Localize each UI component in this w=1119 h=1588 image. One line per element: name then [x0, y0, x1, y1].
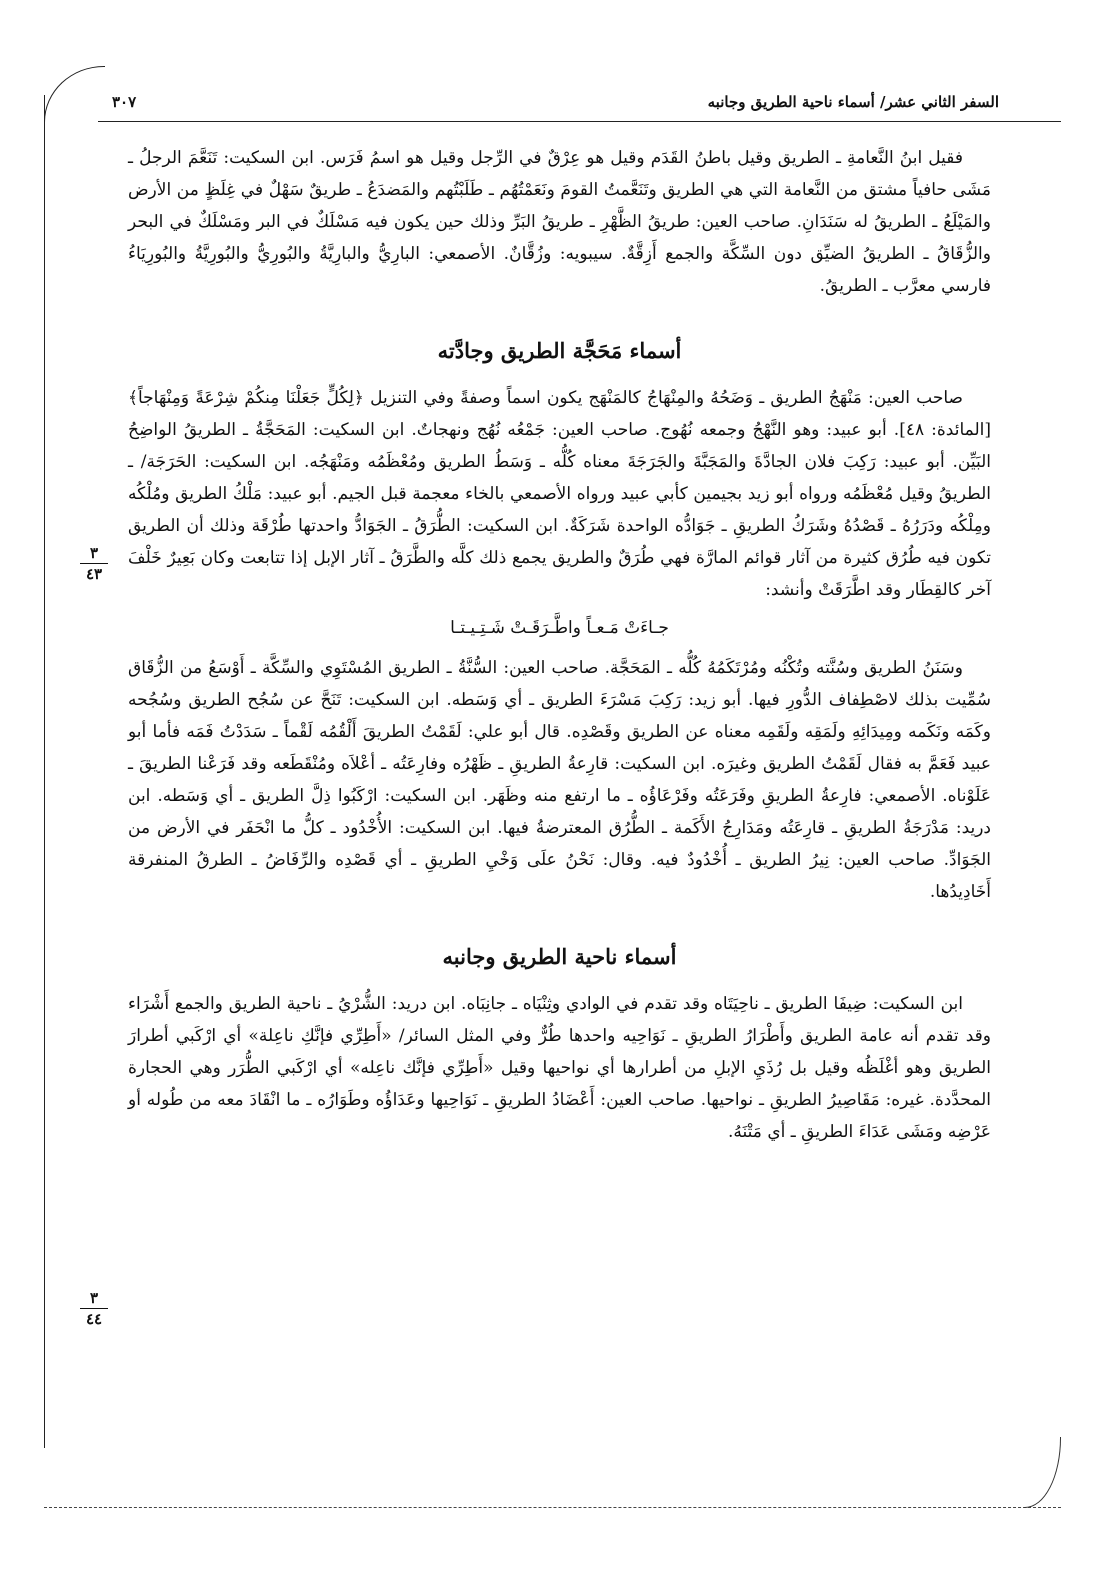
- running-header: [112, 88, 999, 116]
- margin-note-top: ٣: [89, 544, 99, 562]
- page-frame-corner: [44, 66, 105, 123]
- running-title: السفر الثاني عشر/ أسماء ناحية الطريق وجانبه: [707, 93, 999, 111]
- section-title: أسماء ناحية الطريق وجانبه: [442, 944, 677, 969]
- header-rule: [98, 121, 1061, 122]
- page-number: ٣٠٧: [112, 93, 137, 111]
- margin-folio-note: [74, 1290, 114, 1327]
- section-title: أسماء مَحَجَّة الطريق وجادَّته: [437, 338, 682, 363]
- poetry-verse: جـاءَتْ مَـعـاً واطَّـرَقَـتْ شَـتِـيـتـا: [450, 618, 669, 638]
- intro-paragraph: فقيل ابنُ النَّعامةِ ـ الطريق وقيل باطنُ القَدَم وقيل هو عِرْقٌ في الرِّجل وقيل هو اسمُ فَرَس. ابن السكيت: تَنَعَّمَ الرجلُ ـ مَشَى حافياً مشتق من النَّعامة التي هي الطريق وتَنَعَّمتُ القومَ ونَعَمْتُهُم ـ طَلَبْتُهم والمَضدَعُ ـ طريقٌ سَهْلٌ في غِلَظٍ من الأرض والمَيْلَعُ ـ الطريقُ له سَنَدَانِ. صاحب العين: طريقُ الظَّهْرِ ـ طريقُ البَرِّ وذلك حين يكون فيه مَسْلَكٌ في البر ومَسْلَكٌ في البحر والزُّقَاقُ ـ الطريقُ الضيِّق دون السِّكَّة والجمع أَزِقَّةٌ. سيبويه: وزُقَّانٌ. الأصمعي: البارِيُّ والبارِيَّةُ والبُورِيُّ والبُورِيَّةُ والبُورِيَاءُ فارسي معرَّب ـ الطريقُ.: [128, 148, 991, 296]
- page-frame-corner-bottom: [1024, 1437, 1061, 1508]
- section-paragraph: ابن السكيت: ضِيفَا الطريق ـ ناحِيَتَاه وقد تقدم في الوادي وثِنْيَاه ـ جانِبَاه. ابن دريد: الشُّرْيُ ـ ناحية الطريق والجمع أَشْرَاء وقد تقدم أنه عامة الطريق وأَطْرَارُ الطريقِ ـ نَوَاحِيه واحدها طُرٌّ وفي المثل السائر/ «أَطِرِّي فإنَّكِ ناعِلة» أي ارْكَبي أطرارَ الطريق وهو أغْلَظُه وقيل بل رُذَيِ الإبلِ من أطرارها أي نواحيها وقيل «أَطِرِّي فإنَّك ناعِله» أي ارْكَبي الطُّرَر وهي الحجارة المحدَّدة. غيره: مَقَاصِيرُ الطريقِ ـ نواحيها. صاحب العين: أَعْضَادُ الطريقِ ـ نَوَاحِيها وعَدَاؤُه وطَوَارُه ـ ما انْقَادَ معه من طُوله أو عَرْضِه ومَشَى عَدَاءَ الطريقِ ـ أي مَتْنَهُ.: [128, 994, 991, 1142]
- section-paragraph: صاحب العين: مَنْهَجُ الطريق ـ وَضَحُهُ والمِنْهَاجُ كالمَنْهَج يكون اسماً وصفةً وفي التنزيل ﴿لِكُلٍّ جَعَلْنَا مِنكُمْ شِرْعَةً وَمِنْهَاجاً﴾ [المائدة: ٤٨]. أبو عبيد: وهو النَّهْجُ وجمعه نُهُوج. صاحب العين: جَمْعُه نُهُج ونهجاتٌ. ابن السكيت: المَحَجَّةُ ـ الطريقُ الواضِحُ البَيِّن. أبو عبيد: رَكِبَ فلان الجادَّةَ والمَجَبَّةَ والجَرَجَةَ معناه كُلُّه ـ وَسَطُ الطريق ومُعْظَمُه ومَنْهَجُه. ابن السكيت: الحَرَجَة/ ـ الطريقُ وقيل مُعْظَمُه ورواه أبو زيد بجيمين كأبي عبيد ورواه الأصمعي بالخاء معجمة قبل الجيم. أبو عبيد: مَلْكُ الطريق ومُلْكُه ومِلْكُه ودَرَرُهُ ـ قَصْدُهُ وشَرَكُ الطريقِ ـ جَوَادُّه الواحدة شَرَكَةٌ. ابن السكيت: الطُّرَقُ ـ الجَوَادُّ واحدتها طُرْقَة وذلك أن الطريق تكون فيه طُرُق كثيرة من آثار قوائم المارَّة فهي طُرَقٌ والطريق يجمع ذلك كلَّه والطَّرَقُ ـ آثار الإبل إذا تتابعت وكان بَعِيرٌ خَلْفَ آخر كالقِطَار وقد اطَّرَقَتْ وأنشد:: [128, 388, 991, 600]
- page-frame-bottom: [44, 1507, 1061, 1508]
- margin-folio-note: [74, 545, 114, 582]
- margin-note-top: ٣: [89, 1289, 99, 1307]
- margin-note-bottom: ٤٤: [85, 1310, 103, 1328]
- page-frame-left: [44, 95, 45, 1448]
- page-body: [128, 142, 991, 1148]
- margin-note-bar: [80, 563, 108, 564]
- margin-note-bar: [80, 1308, 108, 1309]
- section-paragraph: وسَنَنُ الطريق وسُنَّته وتُكْنُه ومُرْتَكَمُهُ كُلُّه ـ المَحَجَّة. صاحب العين: السُّنَّةُ ـ الطريق المُسْتَوِي والسِّكَّة ـ أَوْسَعُ من الزُّقَاق سُمِّيت بذلك لاصْطِفاف الدُّورِ فيها. أبو زيد: رَكِبَ مَسْرَءَ الطريق ـ أي وَسَطه. ابن السكيت: تَنَحَّ عن سُجُح الطريق وسُجُحه وكَمَه ونَكَمه ومِيدَائِهِ ولَمَقِه ولَقَمِه معناه عن الطريق وقَصْدِه. قال أبو علي: لَقَمْتُ الطريقَ أَلْقُمُه لَقْماً ـ سَدَدْتُ فَمَه فأما أبو عبيد فَعَمَّ به فقال لَقَمْتُ الطريق وغيرَه. ابن السكيت: قارِعةُ الطريقِ ـ ظَهْرُه وفارِعَتُه ـ أعْلاَه ومُنْقَطَعه وقد فَرَعْنا الطريقَ ـ عَلَوْناه. الأصمعي: فارِعةُ الطريقِ وفَرَعَتُه وفَرْعَاؤُه ـ ما ارتفع منه وظَهَر. ابن السكيت: ارْكَبُوا ذِلَّ الطريق ـ أي وَسَطه. ابن دريد: مَدْرَجَةُ الطريقِ ـ قارِعَتُه ومَدَارِجُ الأَكَمة ـ الطُّرُق المعترضةُ فيها. ابن السكيت: الأُخْدُود ـ كلُّ ما انْحَفَر في الأرض من الجَوَادِّ. صاحب العين: نِيرُ الطريق ـ أُخْدُودٌ فيه. وقال: نَحْنُ علَى وَخْيِ الطريقِ ـ أي قَصْدِه والرِّفَاضُ ـ الطرقُ المنفرقة أَخَادِيدُها.: [128, 658, 991, 902]
- margin-note-bottom: ٤٣: [85, 565, 103, 583]
